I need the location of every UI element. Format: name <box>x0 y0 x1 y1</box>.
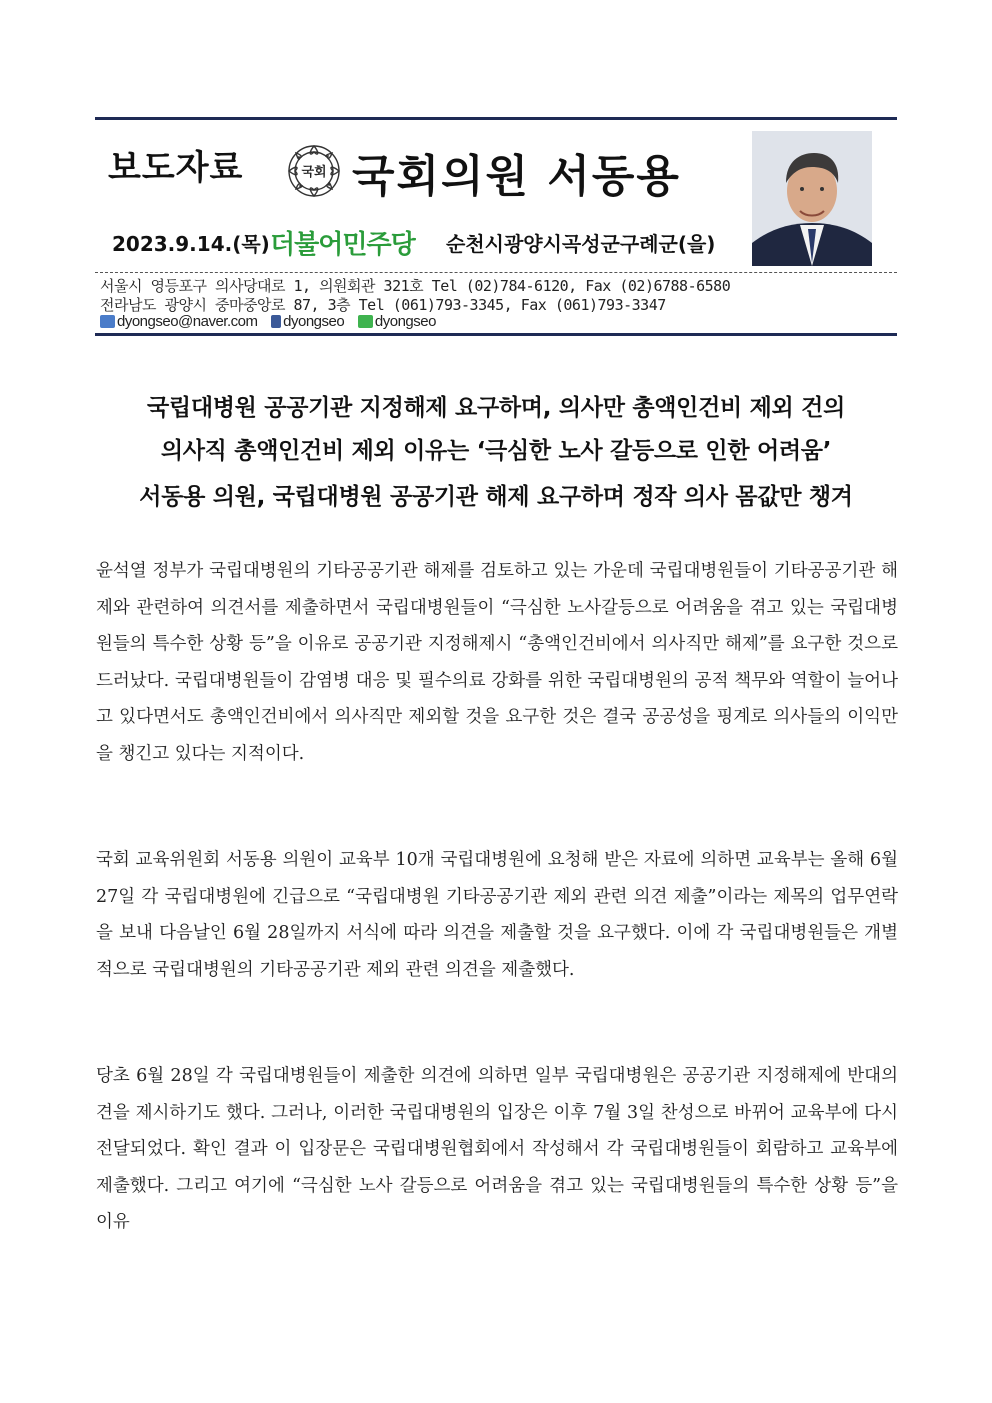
party-logo: 더불어민주당 <box>270 230 415 260</box>
social-contacts <box>100 313 446 332</box>
header-bottom-rule <box>95 333 897 336</box>
body-paragraph-3: 당초 6월 28일 각 국립대병원들이 제출한 의견에 의하면 일부 국립대병원은 공공기관 지정해제에 반대의견을 제시하기도 했다. 그러나, 이러한 국립대병원의 입장은 이후 7월 3일 찬성으로 바뀌어 교육부에 다시 전달되었다. 확인 결과 이 입장문은 국립대병원협회에서 작성해서 각 국립대병원들이 회람하고 교육부에 제출했다. 그리고 여기에 “극심한 노사 갈등으로 어려움을 겪고 있는 국립대병원들의 특수한 상황 등”을 이유 <box>96 1066 898 1232</box>
email-contact[interactable] <box>100 313 257 330</box>
body-paragraph-1: 윤석열 정부가 국립대병원의 기타공공기관 해제를 검토하고 있는 가운데 국립대병원들이 기타공공기관 해제와 관련하여 의견서를 제출하면서 국립대병원들이 “극심한 노사갈등으로 어려움을 겪고 있는 국립대병원들의 특수한 상황 등”을 이유로 공공기관 지정해제시 “총액인건비에서 의사직만 해제”를 요구한 것으로 드러났다. 국립대병원들이 감염병 대응 및 필수의료 강화를 위한 국립대병원의 공적 책무와 역할이 늘어나고 있다면서도 총액인건비에서 의사직만 제외할 것을 요구한 것은 결국 공공성을 핑계로 의사들의 이익만을 챙긴고 있다는 지적이다. <box>96 561 898 764</box>
national-assembly-emblem-icon <box>286 143 342 199</box>
facebook-contact[interactable] <box>271 313 344 330</box>
blog-contact[interactable] <box>358 313 436 330</box>
member-name-title: 국회의원 서동용 <box>352 151 681 202</box>
release-date: 2023.9.14.(목) <box>112 232 270 256</box>
headline-line-1: 국립대병원 공공기관 지정해제 요구하며, 의사만 총액인건비 제외 건의 <box>146 395 845 421</box>
header-top-rule <box>95 117 897 120</box>
blog-handle: dyongseo <box>374 313 436 330</box>
blog-icon <box>358 315 373 328</box>
member-portrait-photo <box>752 131 872 266</box>
facebook-handle: dyongseo <box>283 313 345 330</box>
contact-separator <box>95 272 897 273</box>
headline-line-3: 서동용 의원, 국립대병원 공공기관 해제 요구하며 정작 의사 몸값만 챙겨 <box>139 484 853 510</box>
emblem-text: 국회 <box>301 165 327 180</box>
mail-icon <box>100 315 115 328</box>
facebook-icon <box>271 315 281 328</box>
seoul-office-contact: 서울시 영등포구 의사당대로 1, 의원회관 321호 Tel (02)784-6120, Fax (02)6788-6580 <box>100 277 731 295</box>
press-release-label: 보도자료 <box>108 148 244 188</box>
headline-line-2: 의사직 총액인건비 제외 이유는 ‘극심한 노사 갈등으로 인한 어려움’ <box>160 438 832 464</box>
email-address: dyongseo@naver.com <box>117 313 258 330</box>
gwangyang-office-contact: 전라남도 광양시 중마중앙로 87, 3층 Tel (061)793-3345, Fax (061)793-3347 <box>100 296 666 314</box>
electoral-district: 순천시광양시곡성군구례군(을) <box>446 232 716 256</box>
body-paragraph-2: 국회 교육위원회 서동용 의원이 교육부 10개 국립대병원에 요청해 받은 자료에 의하면 교육부는 올해 6월 27일 각 국립대병원에 긴급으로 “국립대병원 기타공공기관 제외 관련 의견 제출”이라는 제목의 업무연락을 보내 다음날인 6월 28일까지 서식에 따라 의견을 제출할 것을 요구했다. 이에 각 국립대병원들은 개별적으로 국립대병원의 기타공공기관 제외 관련 의견을 제출했다. <box>96 850 898 980</box>
